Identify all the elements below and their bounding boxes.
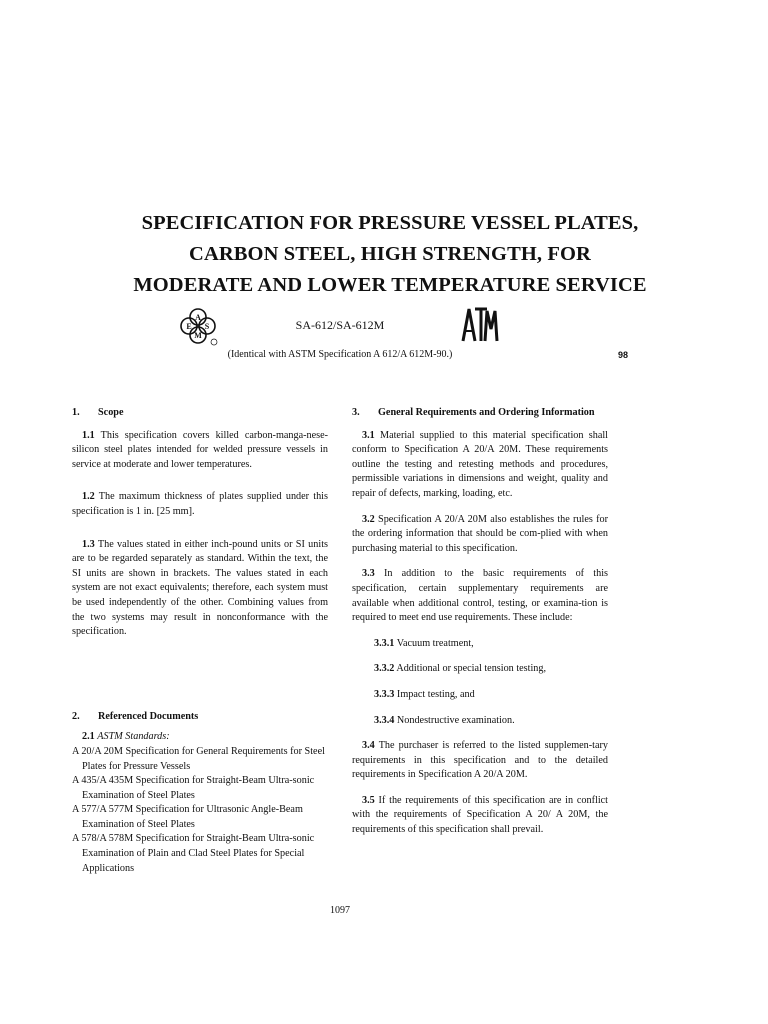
section-1-heading: 1. Scope <box>72 407 124 418</box>
paragraph-3-3: 3.3 In addition to the basic requirements of this specification, certain supplementary requirements are available when additional control, testing, or examina-tion is required to meet end use requirements. These include: <box>352 568 608 624</box>
reference-item: A 578/A 578M Specification for Straight-Beam Ultra-sonic Examination of Plain and Clad Steel Plates for Special Applications <box>72 833 315 874</box>
reference-item: A 20/A 20M Specification for General Requirements for Steel Plates for Pressure Vessels <box>72 745 325 772</box>
item-3-3-3: 3.3.3 Impact testing, and <box>374 688 475 700</box>
paragraph-3-5: 3.5 If the requirements of this specification are in conflict with the requirements of Specification A 20/ A 20M, the requirements of this specification shall prevail. <box>352 794 609 836</box>
svg-text:A: A <box>195 313 201 322</box>
paragraph-3-1: 3.1 Material supplied to this material specification shall conform to Specification A 20/A 20M. These requirements outline the testing and retesting methods and procedures, permissible variations in dimensions and weight, quality and repair of defects, marking, loading, etc. <box>352 429 608 499</box>
svg-text:M: M <box>194 331 202 340</box>
section-3-heading: 3. General Requirements and Ordering Information <box>352 407 595 418</box>
title-line-3: MODERATE AND LOWER TEMPERATURE SERVICE <box>133 274 647 296</box>
paragraph-1-1: 1.1 This specification covers killed carbon-manga-nese-silicon steel plates intended for welded pressure vessels in service at moderate and lower temperatures. <box>72 429 328 470</box>
document-title <box>60 208 720 301</box>
reference-item: A 435/A 435M Specification for Straight-Beam Ultra-sonic Examination of Steel Plates <box>72 775 315 801</box>
title-line-2: CARBON STEEL, HIGH STRENGTH, FOR <box>189 243 591 265</box>
astm-logo-icon <box>458 303 500 347</box>
paragraph-2-1: 2.1 ASTM Standards: <box>82 731 170 743</box>
section-2-heading: 2. Referenced Documents <box>72 710 199 722</box>
svg-text:S: S <box>204 322 210 331</box>
item-3-3-1: 3.3.1 Vacuum treatment, <box>374 637 474 649</box>
item-3-3-2: 3.3.2 Additional or special tension testing, <box>374 663 547 675</box>
paragraph-3-4: 3.4 The purchaser is referred to the listed supplemen-tary requirements in this specification and to the detailed requirements in Specification A 20/A 20M. <box>352 740 608 781</box>
paragraph-1-3: 1.3 The values stated in either inch-pound units or SI units are to be regarded separately as standard. Within the text, the SI units are shown in brackets. The values stated in each system are not exact equivalents; therefore, each system must be used independently of the other. Combining values from the two systems may result in nonconformance with the specification. <box>72 538 328 638</box>
svg-text:E: E <box>186 322 192 331</box>
edition-year-mark: 98 <box>618 350 629 360</box>
identical-note: (Identical with ASTM Specification A 612/A 612M-90.) <box>227 349 453 360</box>
page-number: 1097 <box>330 905 350 916</box>
paragraph-1-2: 1.2 The maximum thickness of plates supplied under this specification is 1 in. [25 mm]. <box>72 491 328 517</box>
right-column <box>352 406 608 838</box>
reference-item: A 577/A 577M Specification for Ultrasonic Angle-Beam Examination of Steel Plates <box>72 804 303 830</box>
paragraph-3-2: 3.2 Specification A 20/A 20M also establishes the rules for the ordering information that should be com-plied with when purchasing material to this specification. <box>352 513 609 554</box>
asme-logo-icon <box>178 306 220 346</box>
item-3-3-4: 3.3.4 Nondestructive examination. <box>374 714 515 726</box>
title-line-1: SPECIFICATION FOR PRESSURE VESSEL PLATES, <box>141 212 639 234</box>
left-column <box>72 406 328 876</box>
designation: SA-612/SA-612M <box>295 318 385 332</box>
